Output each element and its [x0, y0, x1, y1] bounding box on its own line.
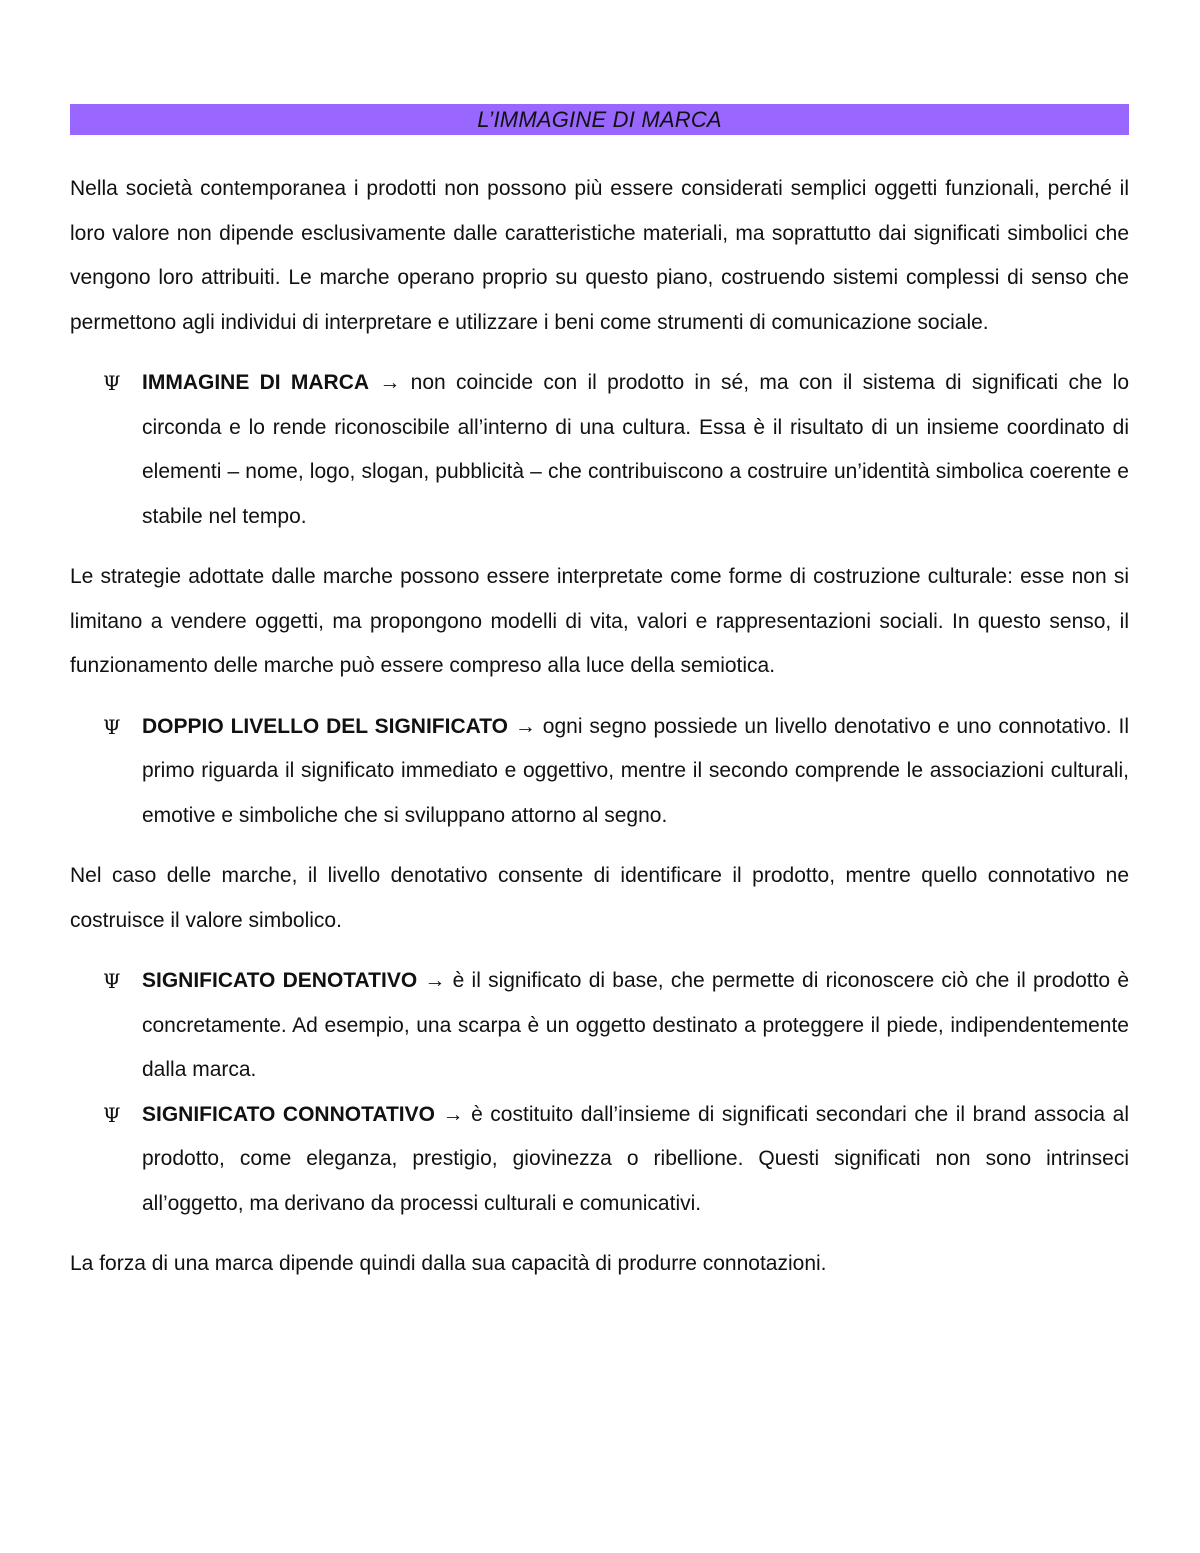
paragraph: Nel caso delle marche, il livello denotativo consente di identificare il prodotto, mentre quello connotativo ne costruisce il valore simbolico.: [70, 864, 1129, 932]
paragraph: Nella società contemporanea i prodotti non possono più essere considerati semplici oggetti funzionali, perché il loro valore non dipende esclusivamente dalle caratteristiche materiali, ma soprattutto dai significati simbolici che vengono loro attribuiti. Le marche operano proprio su questo piano, costruendo sistemi complessi di senso che permettono agli individui di interpretare e utilizzare i beni come strumenti di comunicazione sociale.: [70, 177, 1129, 334]
bullet-item: [70, 959, 1129, 1093]
bullet-text: è costituito dall’insieme di significati secondari che il brand associa al prodotto, come eleganza, prestigio, giovinezza o ribellione. Questi significati non sono intrinseci all’oggetto, ma derivano da processi culturali e comunicativi.: [142, 1102, 1129, 1215]
arrow-icon: →: [379, 371, 401, 394]
bullet-text: non coincide con il prodotto in sé, ma con il sistema di significati che lo circonda e lo rende riconoscibile all’interno di una cultura. Essa è il risultato di un insieme coordinato di elementi – nome, logo, slogan, pubblicità – che contribuiscono a costruire un’identità simbolica coerente e stabile nel tempo.: [142, 371, 1129, 528]
bullet-item: [70, 361, 1129, 539]
page-title: L’IMMAGINE DI MARCA: [477, 107, 722, 132]
bullet-term: SIGNIFICATO DENOTATIVO: [142, 969, 418, 992]
psi-bullet-icon: Ψ: [103, 371, 121, 395]
bullet-list: [70, 705, 1129, 839]
bullet-list: [70, 361, 1129, 539]
arrow-icon: →: [424, 969, 446, 992]
paragraph: La forza di una marca dipende quindi dalla sua capacità di produrre connotazioni.: [70, 1252, 827, 1275]
bullet-term: IMMAGINE DI MARCA: [142, 371, 370, 394]
psi-bullet-icon: Ψ: [103, 969, 121, 993]
bullet-item: [70, 705, 1129, 839]
bullet-term: DOPPIO LIVELLO DEL SIGNIFICATO: [142, 714, 509, 738]
bullet-list: [70, 959, 1129, 1226]
bullet-text: ogni segno possiede un livello denotativo e uno connotativo. Il primo riguarda il significato immediato e oggettivo, mentre il secondo comprende le associazioni culturali, emotive e simboliche che si sviluppano attorno al segno.: [142, 714, 1129, 827]
document-page: [70, 104, 1129, 1303]
paragraph: Le strategie adottate dalle marche possono essere interpretate come forme di costruzione culturale: esse non si limitano a vendere oggetti, ma propongono modelli di vita, valori e rappresentazioni sociali. In questo senso, il funzionamento delle marche può essere compreso alla luce della semiotica.: [70, 565, 1129, 677]
psi-bullet-icon: Ψ: [103, 714, 121, 739]
title-banner: [70, 104, 1129, 135]
bullet-item: [70, 1093, 1129, 1227]
bullet-text: è il significato di base, che permette di riconoscere ciò che il prodotto è concretamente. Ad esempio, una scarpa è un oggetto destinato a proteggere il piede, indipendentemente dalla marca.: [142, 969, 1130, 1081]
psi-bullet-icon: Ψ: [103, 1102, 121, 1127]
arrow-icon: →: [514, 714, 536, 738]
bullet-term: SIGNIFICATO CONNOTATIVO: [142, 1102, 435, 1126]
arrow-icon: →: [442, 1102, 464, 1126]
